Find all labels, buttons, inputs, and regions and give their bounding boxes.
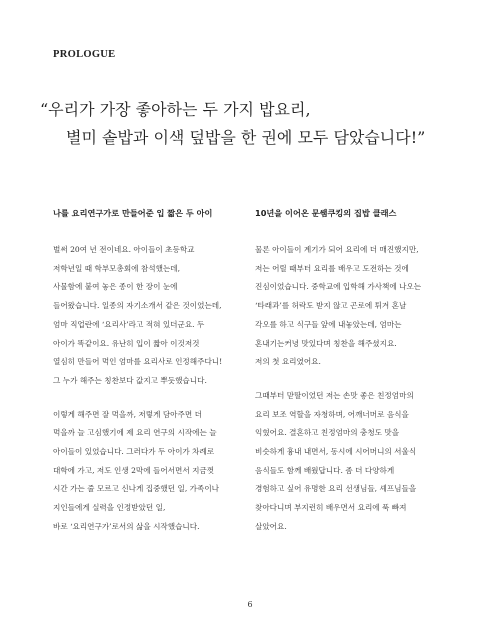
quote-line: “우리가 가장 좋아하는 두 가지 밥요리, — [40, 100, 311, 119]
body-paragraph — [255, 241, 455, 372]
text-line: 아이들이 있었습니다. 그러다가 두 아이가 차례로 — [53, 447, 215, 457]
text-line: 이렇게 해주면 잘 먹을까, 저렇게 담아주면 더 — [53, 409, 202, 419]
text-line: 엄마 직업란에 ‘요리사’라고 적혀 있더군요. 두 — [53, 319, 205, 329]
column-heading: 나를 요리연구가로 만들어준 입 짧은 두 아이 — [53, 208, 213, 218]
column-heading: 10년을 이어온 문쌤쿠킹의 집밥 클래스 — [255, 208, 397, 218]
text-line: 그 누가 해주는 칭찬보다 값지고 뿌듯했습니다. — [53, 375, 207, 385]
text-line: 익혔어요. 결혼하고 친정엄마의 충청도 맛을 — [255, 428, 400, 438]
text-line: 사물함에 붙여 놓은 종이 한 장이 눈에 — [53, 282, 178, 292]
text-line: 찾아다니며 부지런히 배우면서 요리에 푹 빠져 — [255, 503, 407, 513]
text-line: 살았어요. — [255, 521, 287, 531]
text-line: 각오를 하고 식구들 앞에 내놓았는데, 엄마는 — [255, 319, 402, 329]
text-line: 저학년일 때 학부모총회에 참석했는데, — [53, 263, 181, 273]
pull-quote — [40, 96, 460, 152]
page-number: 6 — [247, 600, 253, 609]
text-line: 들어왔습니다. 일종의 자기소개서 같은 것이었는데, — [53, 301, 222, 311]
text-line: 아이가 똑같이요. 유난히 입이 짧아 이것저것 — [53, 338, 200, 348]
text-line: 벌써 20여 년 전이네요. 아이들이 초등학교 — [53, 245, 195, 254]
text-line: 혼내기는커녕 맛있다며 칭찬을 해주셨지요. — [255, 338, 397, 348]
body-paragraph — [53, 406, 253, 537]
text-line: 진심이었습니다. 중학교에 입학해 가사책에 나오는 — [255, 282, 422, 292]
text-line: 시간 가는 줄 모르고 신나게 집중했던 일, 가족이나 — [53, 484, 220, 494]
text-line: 저의 첫 요리였어요. — [255, 357, 321, 367]
quote-line: 별미 솥밥과 이색 덮밥을 한 권에 모두 담았습니다!” — [66, 128, 426, 147]
left-column — [53, 207, 253, 552]
text-line: 비슷하게 흉내 내면서, 동시에 시어머니의 서울식 — [255, 447, 417, 457]
right-column — [255, 207, 455, 552]
text-line: 요리 보조 역할을 자청하며, 어깨너머로 음식을 — [255, 409, 409, 419]
text-line: ‘타래과’를 허락도 받지 않고 곤로에 튀겨 혼날 — [255, 301, 407, 311]
text-line: 지인들에게 실력을 인정받았던 일, — [53, 503, 166, 513]
text-line: 음식들도 함께 배웠답니다. 좀 더 다양하게 — [255, 465, 395, 475]
text-line: 먹을까 늘 고심했기에 제 요리 연구의 시작에는 늘 — [53, 428, 217, 438]
text-line: 열심히 만들어 먹인 엄마를 요리사로 인정해주다니! — [53, 357, 223, 367]
text-line: 저는 어릴 때부터 요리를 배우고 도전하는 것에 — [255, 263, 409, 273]
text-line: 바로 ‘요리연구가’로서의 삶을 시작했습니다. — [53, 521, 200, 531]
body-paragraph — [53, 241, 253, 391]
text-line: 그때부터 맏딸이었던 저는 손맛 좋은 친정엄마의 — [255, 390, 414, 400]
section-label: PROLOGUE — [53, 49, 116, 60]
body-paragraph — [255, 387, 455, 537]
text-line: 대학에 가고, 저도 인생 2막에 들어서면서 지금껏 — [53, 465, 215, 475]
text-line: 경험하고 싶어 유명한 요리 선생님들, 셰프님들을 — [255, 484, 417, 494]
text-line: 물론 아이들이 계기가 되어 요리에 더 매진했지만, — [255, 245, 419, 254]
